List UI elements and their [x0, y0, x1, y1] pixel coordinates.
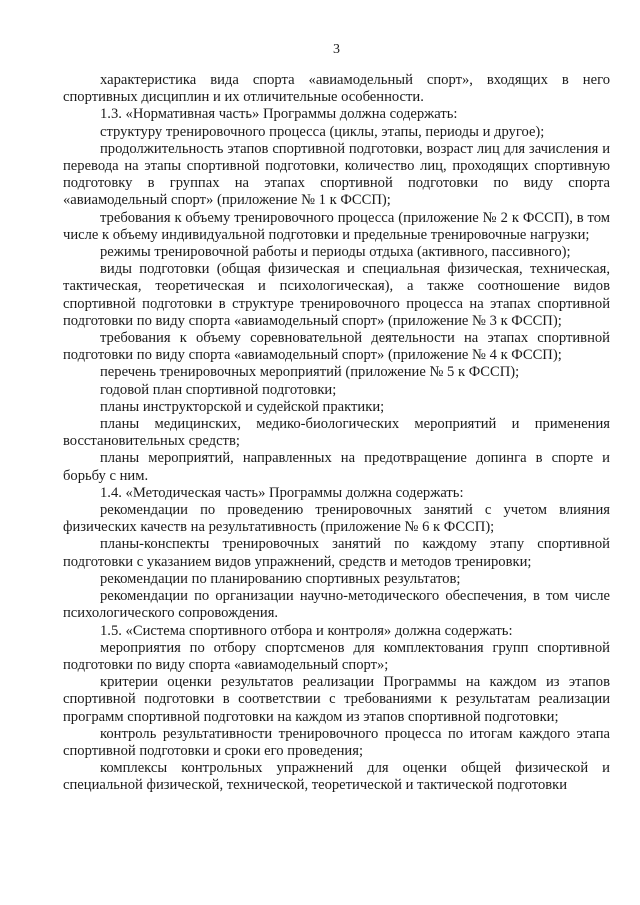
document-body	[63, 72, 610, 795]
paragraph: годовой план спортивной подготовки;	[100, 381, 337, 398]
page-number: 3	[333, 42, 340, 57]
paragraph: структуру тренировочного процесса (циклы, этапы, периоды и другое);	[100, 123, 545, 140]
paragraph: контроль результативности тренировочного процесса по итогам каждого этапа спортивной подготовки и сроки его проведения;	[63, 725, 610, 759]
paragraph: планы инструкторской и судейской практики;	[100, 398, 385, 415]
paragraph: требования к объему соревновательной деятельности на этапах спортивной подготовки по виду спорта «авиамодельный спорт» (приложение № 4 к ФССП);	[63, 330, 610, 364]
paragraph: требования к объему тренировочного процесса (приложение № 2 к ФССП), в том числе к объему индивидуальной подготовки и предельные тренировочные нагрузки;	[63, 209, 610, 243]
paragraph: комплексы контрольных упражнений для оценки общей физической и специальной физической, технической, теоретической и тактической подготовки	[63, 760, 610, 794]
paragraph: продолжительность этапов спортивной подготовки, возраст лиц для зачисления и перевода на этапы спортивной подготовки, количество лиц, проходящих спортивную подготовку в группах на этапах спортивной подготовки по виду спорта «авиамодельный спорт» (приложение № 1 к ФССП);	[63, 140, 610, 209]
paragraph: виды подготовки (общая физическая и специальная физическая, техническая, тактическая, теоретическая и психологическая), а также соотношение видов спортивной подготовки в структуре тренировочного процесса на этапах спортивной подготовки по виду спорта «авиамодельный спорт» (приложение № 3 к ФССП);	[63, 261, 610, 329]
paragraph: рекомендации по планированию спортивных результатов;	[100, 570, 461, 587]
paragraph: критерии оценки результатов реализации Программы на каждом из этапов спортивной подготовки в соответствии с требованиями к результатам реализации программ спортивной подготовки на каждом из этапов спортивной подготовки;	[63, 674, 610, 725]
paragraph: 1.4. «Методическая часть» Программы должна содержать:	[100, 484, 464, 501]
paragraph: планы мероприятий, направленных на предотвращение допинга в спорте и борьбу с ним.	[63, 450, 610, 484]
paragraph: характеристика вида спорта «авиамодельный спорт», входящих в него спортивных дисциплин и их отличительные особенности.	[63, 72, 610, 106]
paragraph: мероприятия по отбору спортсменов для комплектования групп спортивной подготовки по виду спорта «авиамодельный спорт»;	[63, 639, 610, 673]
paragraph: перечень тренировочных мероприятий (приложение № 5 к ФССП);	[100, 364, 520, 381]
paragraph: планы-конспекты тренировочных занятий по каждому этапу спортивной подготовки с указанием видов упражнений, средств и методов тренировки;	[63, 536, 610, 570]
paragraph: рекомендации по проведению тренировочных занятий с учетом влияния физических качеств на результативность (приложение № 6 к ФССП);	[63, 502, 610, 536]
paragraph: 1.3. «Нормативная часть» Программы должна содержать:	[100, 106, 458, 123]
paragraph: планы медицинских, медико-биологических мероприятий и применения восстановительных средств;	[63, 416, 610, 450]
paragraph: рекомендации по организации научно-методического обеспечения, в том числе психологического сопровождения.	[63, 588, 610, 622]
paragraph: 1.5. «Система спортивного отбора и контроля» должна содержать:	[100, 622, 513, 639]
paragraph: режимы тренировочной работы и периоды отдыха (активного, пассивного);	[100, 244, 571, 261]
